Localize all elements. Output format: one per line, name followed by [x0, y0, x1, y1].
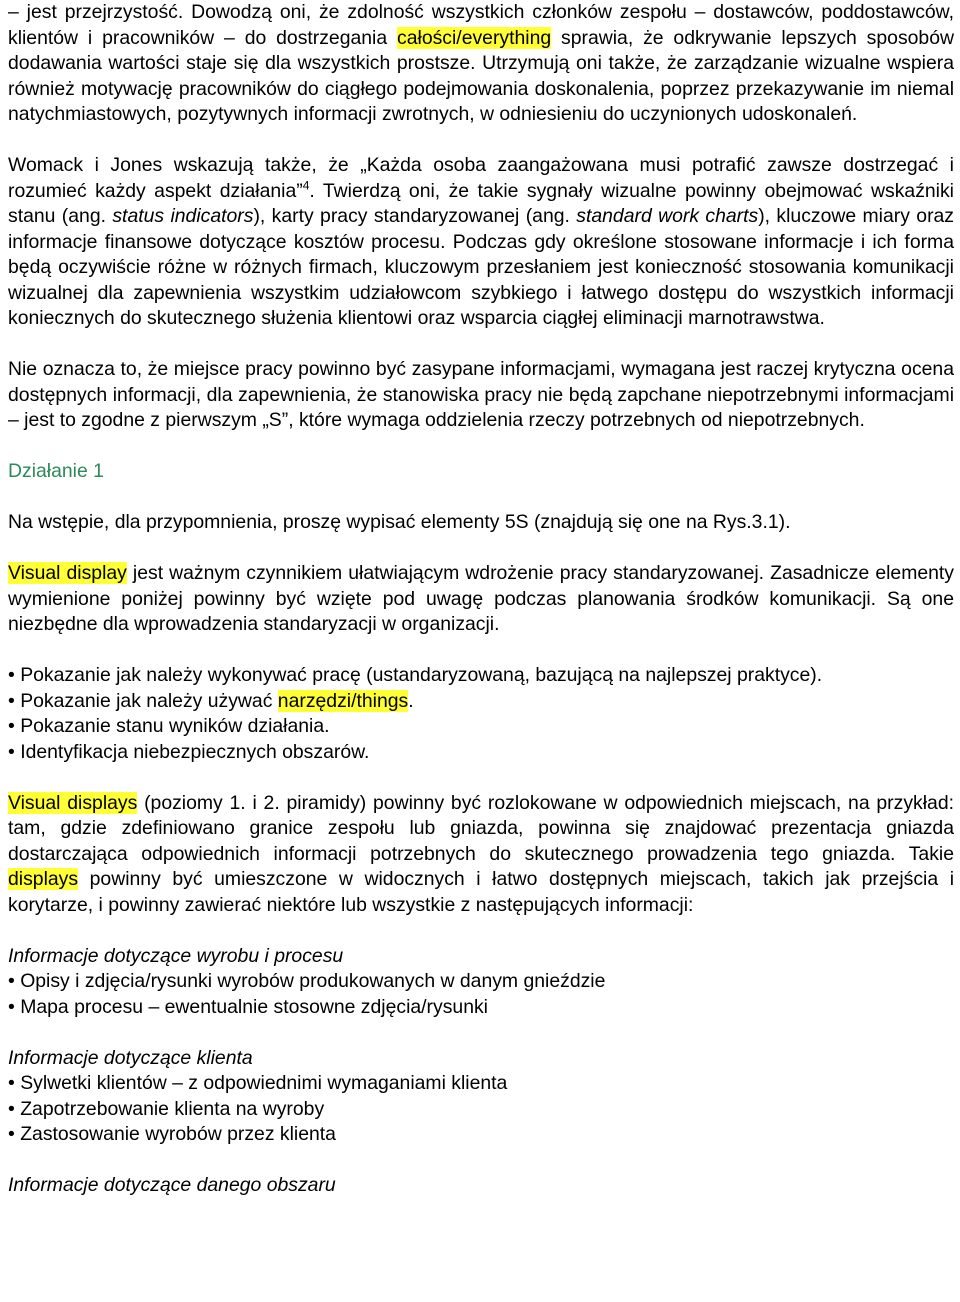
section-title-text: Informacje dotyczące klienta: [8, 1046, 253, 1069]
paragraph-information-overload: Nie oznacza to, że miejsce pracy powinno być zasypane informacjami, wymagana jest raczej krytyczna ocena dostępnych informacji, dla zapewnienia, że stanowiska pracy nie będą zapchane niepotrzebnymi informacjami – jest to zgodne z pierwszym „S”, które wymaga oddzielenia rzeczy potrzebnych od niepotrzebnych.: [8, 358, 954, 431]
section-product-process: [8, 944, 954, 1021]
list-item: • Pokazanie jak należy wykonywać pracę (ustandaryzowaną, bazującą na najlepszej praktyce).: [8, 663, 954, 689]
italic-term: standard work charts: [576, 205, 759, 227]
section-customer: [8, 1046, 954, 1148]
paragraph-text: jest ważnym czynnikiem ułatwiającym wdrożenie pracy standaryzowanej. Zasadnicze elementy wymienione poniżej powinny być wzięte pod uwagę podczas planowania środków komunikacji. Są one niezbędne dla wprowadzenia standaryzacji w organizacji.: [8, 562, 954, 635]
paragraph-text: ), karty pracy standaryzowanej (ang.: [253, 205, 577, 227]
highlighted-term: displays: [8, 868, 79, 890]
paragraph-womack-jones: [8, 153, 954, 332]
paragraph-text: . Twierdzą oni, że takie sygnały wizualne powinny obejmować wskaźniki stanu (ang.: [8, 179, 954, 227]
section-title-text: Informacje dotyczące danego obszaru: [8, 1174, 336, 1196]
section-area: [8, 1173, 954, 1199]
paragraph-text: ), kluczowe miary oraz informacje finansowe dotyczące kosztów procesu. Podczas gdy określone stosowane informacje i ich forma będą oczywiście różne w różnych firmach, kluczowym przesłaniem jest konieczność stosowania komunikacji wizualnej dla zapewnienia wszystkim udziałowcom szybkiego i łatwego dostępu do wszystkich informacji koniecznych do skutecznego służenia klientowi oraz wsparcia ciągłej eliminacji marnotrawstwa.: [8, 205, 955, 329]
paragraph-visual-display: [8, 561, 954, 638]
paragraph-text: powinny być umieszczone w widocznych i łatwo dostępnych miejscach, takich jak przejścia i korytarze, i powinny zawierać niektóre lub wszystkie z następujących informacji:: [8, 868, 954, 916]
paragraph-visual-displays-placement: [8, 791, 954, 919]
section-title: [8, 944, 954, 970]
footnote-reference: 4: [302, 178, 310, 193]
paragraph-text: (poziomy 1. i 2. piramidy) powinny być rozlokowane w odpowiednich miejscach, na przykład: tam, gdzie zdefiniowano granice zespołu lub gniazda, powinna się znajdować prezentacja gniazda dostarczająca odpowiednich informacji potrzebnych do skutecznego prowadzenia tego gniazda. Takie: [8, 791, 954, 865]
paragraph-text: sprawia, że odkrywanie lepszych sposobów dodawania wartości staje się dla wszystkich prostsze. Utrzymują oni także, że zarządzanie wizualne wspiera również motywację pracowników do ciągłego podejmowania doskonalenia, poprzez przekazywanie im niemal natychmiastowych, pozytywnych informacji zwrotnych, w odniesieniu do uczynionych udoskonaleń.: [8, 26, 954, 125]
list-item-text: Pokazanie jak należy używać: [20, 689, 278, 712]
paragraph-transparency: [8, 0, 954, 128]
highlighted-term: Visual displays: [8, 791, 138, 814]
list-item: [8, 689, 954, 715]
list-item: • Pokazanie stanu wyników działania.: [8, 714, 954, 740]
list-item: • Opisy i zdjęcia/rysunki wyrobów produkowanych w danym gnieździe: [8, 969, 954, 995]
section-title: [8, 1173, 954, 1199]
section-title-text: Informacje dotyczące wyrobu i procesu: [8, 944, 344, 967]
list-item: • Mapa procesu – ewentualnie stosowne zdjęcia/rysunki: [8, 995, 954, 1021]
highlighted-term: całości/everything: [397, 26, 552, 49]
activity-heading: Działanie 1: [8, 460, 104, 482]
paragraph-text: Womack i Jones wskazują także, że „Każda osoba zaangażowana musi potrafić zawsze dostrzegać i rozumieć każdy aspekt działania”: [8, 154, 954, 202]
italic-term: status indicators: [112, 205, 254, 227]
highlighted-term: narzędzi/things: [277, 689, 409, 712]
list-item: • Zapotrzebowanie klienta na wyroby: [8, 1097, 954, 1123]
list-item: • Identyfikacja niebezpiecznych obszarów.: [8, 740, 954, 766]
list-item: • Sylwetki klientów – z odpowiednimi wymaganiami klienta: [8, 1071, 954, 1097]
list-item: • Zastosowanie wyrobów przez klienta: [8, 1122, 954, 1148]
paragraph-5s-task: Na wstępie, dla przypomnienia, proszę wypisać elementy 5S (znajdują się one na Rys.3.1).: [8, 511, 791, 533]
list-item-text: .: [408, 689, 414, 712]
paragraph-text: – jest przejrzystość. Dowodzą oni, że zdolność wszystkich członków zespołu – dostawców, poddostawców, klientów i pracowników – do dostrzegania: [8, 1, 954, 49]
highlighted-term: Visual display: [8, 562, 127, 584]
section-title: [8, 1046, 954, 1072]
bullet-list-elements: [8, 663, 954, 765]
